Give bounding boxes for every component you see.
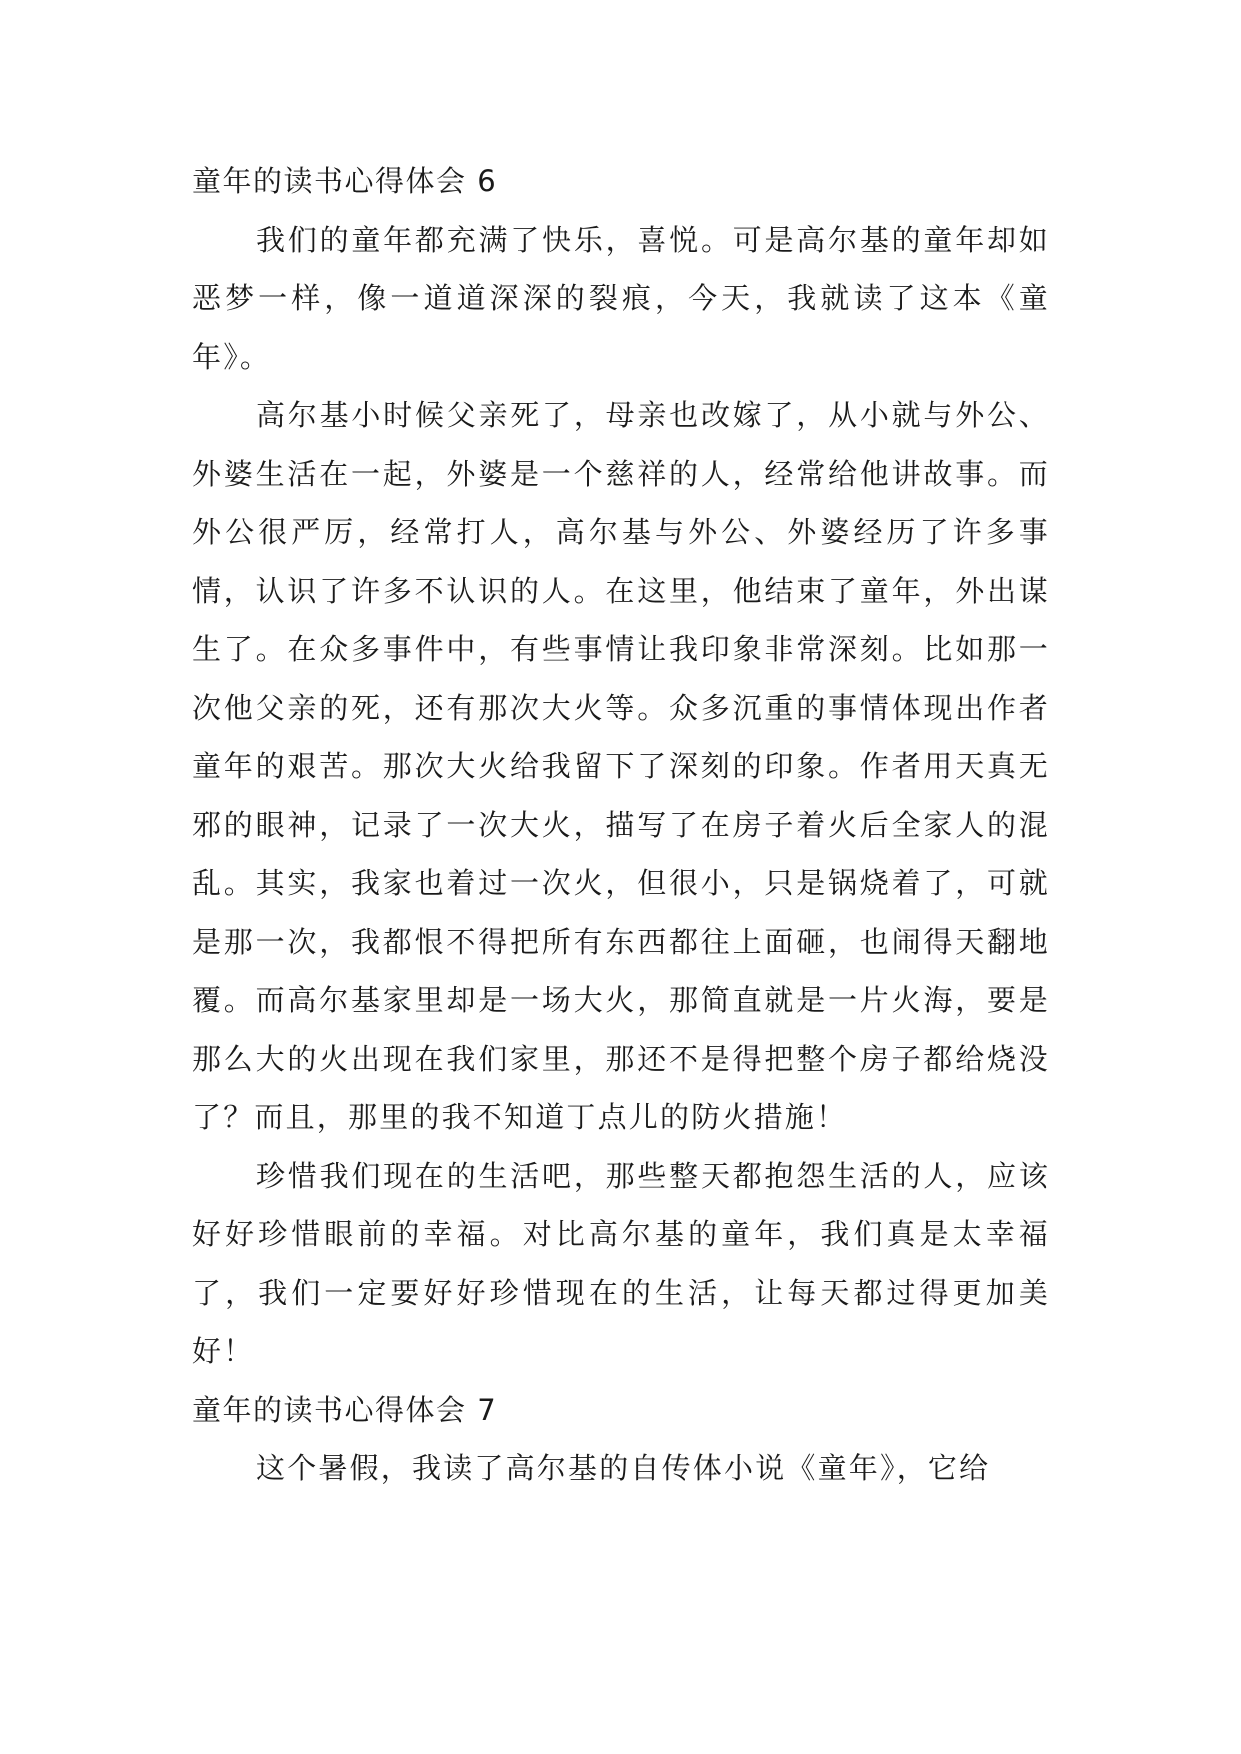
paragraph: 珍惜我们现在的生活吧，那些整天都抱怨生活的人，应该好好珍惜眼前的幸福。对比高尔基的童年，我们真是太幸福了，我们一定要好好珍惜现在的生活，让每天都过得更加美好！ [192, 1158, 1050, 1368]
section-title-6: 童年的读书心得体会 6 [192, 164, 498, 198]
paragraph: 高尔基小时候父亲死了，母亲也改嫁了，从小就与外公、外婆生活在一起，外婆是一个慈祥的人，经常给他讲故事。而外公很严厉，经常打人，高尔基与外公、外婆经历了许多事情，认识了许多不认识的人。在这里，他结束了童年，外出谋生了。在众多事件中，有些事情让我印象非常深刻。比如那一次他父亲的死，还有那次大火等。众多沉重的事情体现出作者童年的艰苦。那次大火给我留下了深刻的印象。作者用天真无邪的眼神，记录了一次大火，描写了在房子着火后全家人的混乱。其实，我家也着过一次火，但很小，只是锅烧着了，可就是那一次，我都恨不得把所有东西都往上面砸，也闹得天翻地覆。而高尔基家里却是一场大火，那简直就是一片火海，要是那么大的火出现在我们家里，那还不是得把整个房子都给烧没了？而且，那里的我不知道丁点儿的防火措施！ [192, 398, 1050, 1134]
paragraph: 这个暑假，我读了高尔基的自传体小说《童年》，它给 [256, 1451, 991, 1485]
document-body [192, 152, 1050, 1498]
section-title-7: 童年的读书心得体会 7 [192, 1392, 498, 1427]
paragraph: 我们的童年都充满了快乐，喜悦。可是高尔基的童年却如恶梦一样，像一道道深深的裂痕，今天，我就读了这本《童年》。 [192, 222, 1050, 374]
